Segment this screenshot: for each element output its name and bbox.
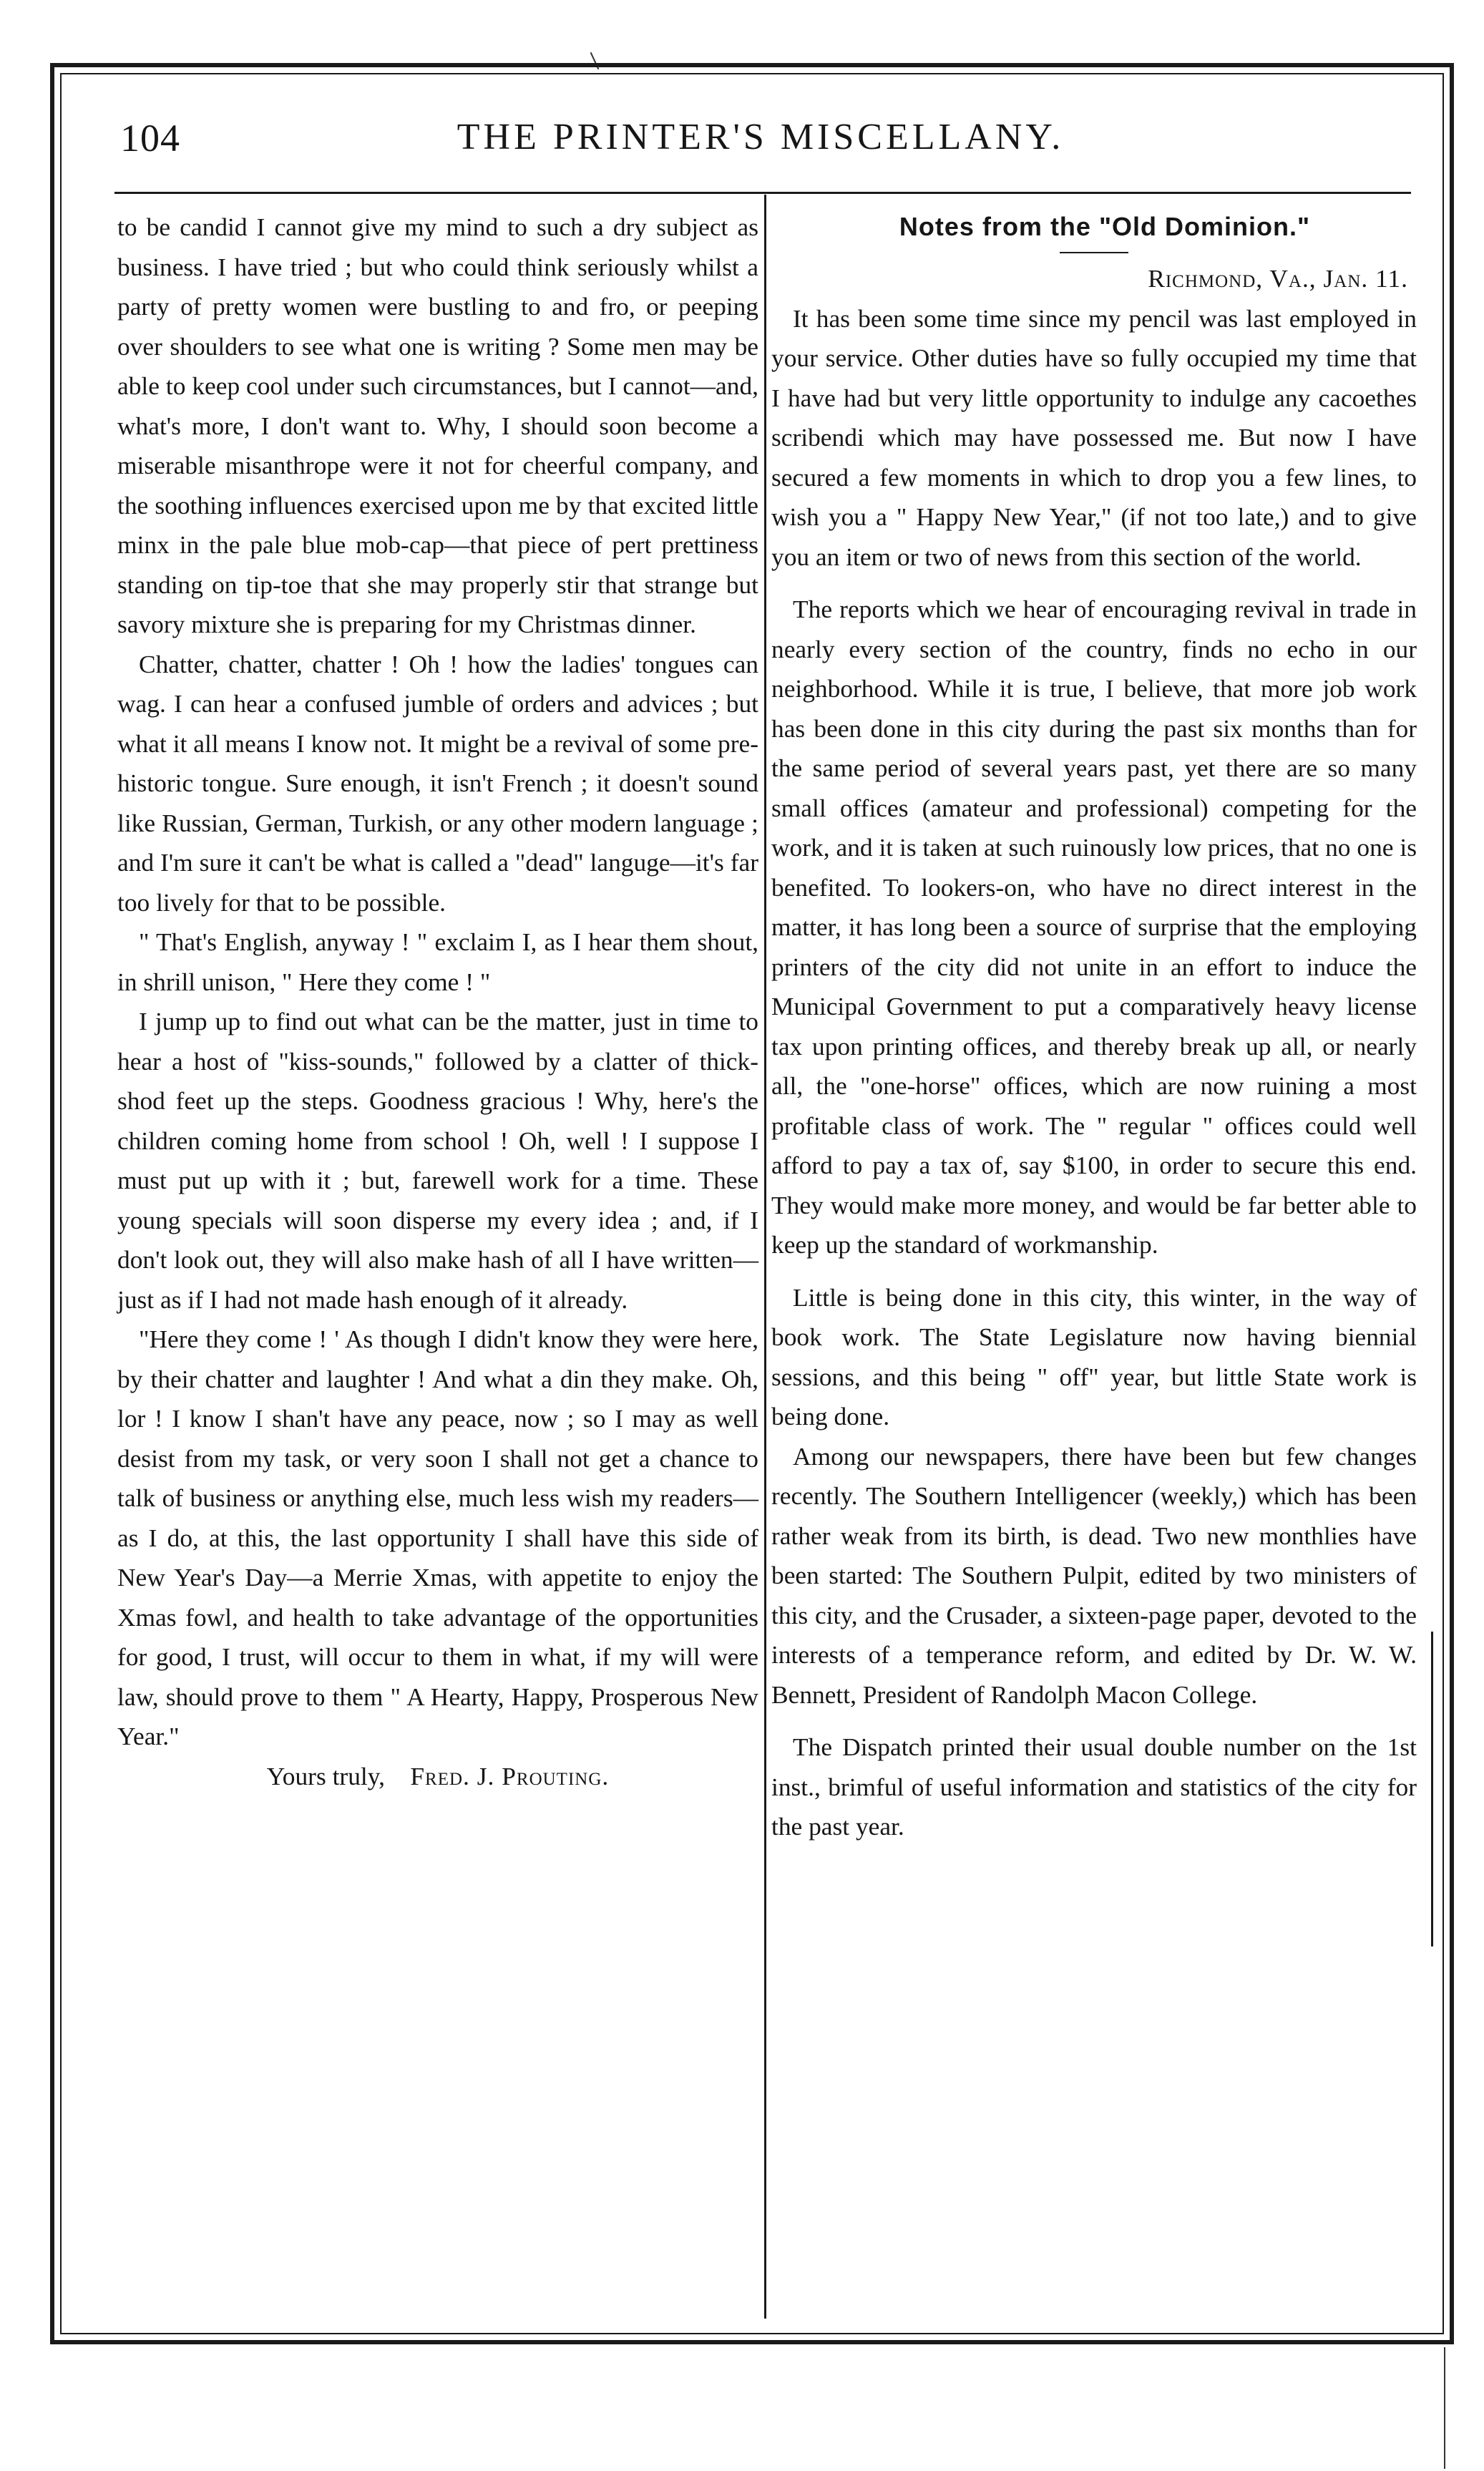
right-column [771,208,1417,1847]
signature-prefix: Yours truly, [266,1761,385,1790]
column-divider [764,195,766,2319]
right-paragraph-2: The reports which we hear of encouraging revival in trade in nearly every section of the country, finds no echo in our neighborhood. While it is true, I believe, that more job work has been done in this city during the past six months than for the same period of several years past, yet there are so many small offices (amateur and professional) competing for the work, and it is taken at such ruinously low prices, that no one is benefited. To lookers-on, who have no direct interest in the matter, it has long been a source of surprise that the employing printers of the city did not unite in an effort to induce the Municipal Government to put a comparatively heavy license tax upon printing offices, and thereby break up all, or nearly all, the "one-horse" offices, which are now ruining a most profitable class of work. The " regular " offices could well afford to pay a tax of, say $100, in order to secure this end. They would make more money, and would be far better able to keep up the standard of workmanship. [771,595,1417,1259]
left-paragraph-5: "Here they come ! ' As though I didn't know they were here, by their chatter and laughter ! And what a din they make. Oh, lor ! I know I shan't have any peace, now ; so I may as well desist from my task, or very soon I shall not get a chance to talk of business or anything else, much less wish my readers—as I do, at this, the last opportunity I shall have this side of New Year's Day—a Merrie Xmas, with appetite to enjoy the Xmas fowl, and health to take advantage of the opportunities for good, I trust, will occur to them in what, if my will were law, should prove to them " A Hearty, Happy, Prosperous New Year." [117,1325,758,1750]
left-paragraph-1: to be candid I cannot give my mind to such a dry subject as business. I have tried ; but who could think seriously whilst a party of pretty women were bustling to and fro, or peeping over shoulders to see what one is writing ? Some men may be able to keep cool under such circumstances, but I cannot—and, what's more, I don't want to. Why, I should soon become a miserable misanthrope were it not for cheerful company, and the soothing influences exercised upon me by that excited little minx in the pale blue mob-cap—that piece of pert prettiness standing on tip-toe that she may properly stir that strange but savory mixture she is preparing for my Christmas dinner. [117,213,758,638]
header-rule [114,192,1411,194]
left-column [117,208,758,1796]
signature-name: Fred. J. Prouting. [410,1761,610,1790]
right-paragraph-5: The Dispatch printed their usual double number on the 1st inst., brimful of useful information and statistics of the city for the past year. [771,1732,1417,1841]
right-paragraph-1: It has been some time since my pencil was last employed in your service. Other duties have so fully occupied my time that I have had but very little opportunity to indulge any cacoethes scribendi which may have possessed me. But now I have secured a few moments in which to drop you a few lines, to wish you a " Happy New Year," (if not too late,) and to give you an item or two of news from this section of the world. [771,303,1417,571]
left-paragraph-4: I jump up to find out what can be the matter, just in time to hear a host of "kiss-sounds," followed by a clatter of thick-shod feet up the steps. Goodness gracious ! Why, here's the children coming home from school ! Oh, well ! I suppose I must put up with it ; but, farewell work for a time. These young specials will soon disperse my every idea ; and, if I don't look out, they will also make hash of all I have written—just as if I had not made hash enough of it already. [117,1007,758,1314]
signature [117,1757,758,1797]
running-head: THE PRINTER'S MISCELLANY. [457,117,1065,157]
page-header [120,106,1401,170]
section-heading: Notes from the "Old Dominion." [899,212,1311,241]
heading-rule [1060,252,1128,253]
page-number: 104 [120,117,180,160]
dateline: Richmond, Va., Jan. 11. [1148,264,1408,293]
right-paragraph-4: Among our newspapers, there have been but few changes recently. The Southern Intelligencer (weekly,) which has been rather weak from its birth, is dead. Two new monthlies have been started: The Southern Pulpit, edited by two ministers of this city, and the Crusader, a sixteen-page paper, devoted to the interests of a temperance reform, and edited by Dr. W. W. Bennett, President of Randolph Macon College. [771,1441,1417,1709]
page-edge-mark [1444,2347,1445,2469]
margin-rule-mark [1431,1632,1433,1946]
left-paragraph-2: Chatter, chatter, chatter ! Oh ! how the ladies' tongues can wag. I can hear a confused jumble of orders and advices ; but what it all means I know not. It might be a revival of some pre-historic tongue. Sure enough, it isn't French ; it doesn't sound like Russian, German, Turkish, or any other modern language ; and I'm sure it can't be what is called a "dead" languge—it's far too lively for that to be possible. [117,649,758,917]
right-paragraph-3: Little is being done in this city, this winter, in the way of book work. The State Legislature now having biennial sessions, and this being " off" year, but little State work is being done. [771,1282,1417,1431]
left-paragraph-3: " That's English, anyway ! " exclaim I, as I hear them shout, in shrill unison, " Here they come ! " [117,927,758,996]
